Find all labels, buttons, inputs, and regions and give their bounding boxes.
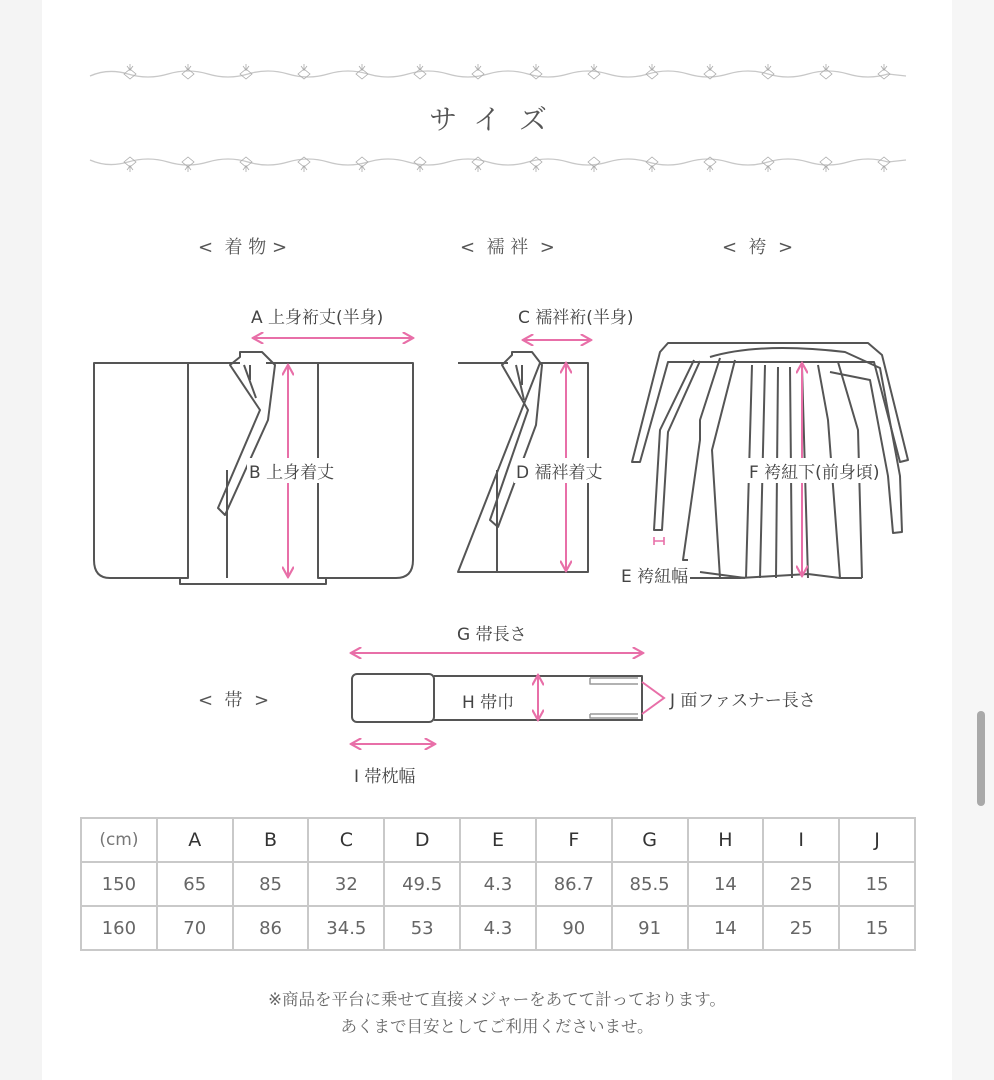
- header-cell: J: [839, 818, 915, 862]
- table-cell: 4.3: [460, 862, 536, 906]
- table-cell: 86: [233, 906, 309, 950]
- table-cell: 53: [384, 906, 460, 950]
- section-heading-kimono: < 着 物 >: [198, 237, 288, 258]
- label-B: B 上身着丈: [247, 458, 336, 483]
- label-D: D 襦袢着丈: [514, 458, 605, 483]
- table-cell: 86.7: [536, 862, 612, 906]
- header-cell: E: [460, 818, 536, 862]
- table-cell: 65: [157, 862, 233, 906]
- label-F: F 袴紐下(前身頃): [747, 458, 881, 483]
- header-cell: H: [688, 818, 764, 862]
- table-cell: 91: [612, 906, 688, 950]
- table-cell: 160: [81, 906, 157, 950]
- table-cell: 85: [233, 862, 309, 906]
- section-heading-obi: < 帯 >: [198, 690, 270, 711]
- page-title: サイズ: [429, 103, 565, 136]
- header-cell: I: [763, 818, 839, 862]
- table-cell: 25: [763, 862, 839, 906]
- label-C: C 襦袢裄(半身): [518, 308, 634, 328]
- table-cell: 25: [763, 906, 839, 950]
- table-row: [81, 862, 915, 906]
- section-heading-juban: < 襦 袢 >: [460, 237, 555, 258]
- table-cell: 85.5: [612, 862, 688, 906]
- section-heading-hakama: < 袴 >: [722, 237, 794, 258]
- label-E: E 袴紐幅: [619, 562, 690, 587]
- label-I: I 帯枕幅: [354, 767, 416, 787]
- arrow-J: [642, 682, 664, 714]
- label-G: G 帯長さ: [457, 625, 527, 645]
- label-J: J 面ファスナー長さ: [670, 691, 816, 711]
- header-cell: G: [612, 818, 688, 862]
- table-cell: 14: [688, 906, 764, 950]
- table-cell: 34.5: [308, 906, 384, 950]
- table-cell: 32: [308, 862, 384, 906]
- arrow-E: [654, 537, 664, 545]
- label-A: A 上身裄丈(半身): [251, 308, 384, 328]
- measurement-note: ※商品を平台に乗せて直接メジャーをあてて計っております。: [268, 990, 726, 1009]
- header-cell: C: [308, 818, 384, 862]
- table-cell: 150: [81, 862, 157, 906]
- disclaimer-note: あくまで目安としてご利用くださいませ。: [340, 1017, 654, 1036]
- table-cell: 15: [839, 862, 915, 906]
- table-cell: 4.3: [460, 906, 536, 950]
- table-cell: 14: [688, 862, 764, 906]
- header-cell: (cm): [81, 818, 157, 862]
- table-cell: 49.5: [384, 862, 460, 906]
- table-cell: 15: [839, 906, 915, 950]
- header-cell: F: [536, 818, 612, 862]
- label-H: H 帯巾: [462, 693, 515, 713]
- table-row: [81, 906, 915, 950]
- header-cell: B: [233, 818, 309, 862]
- table-header-row: [81, 818, 915, 862]
- header-cell: D: [384, 818, 460, 862]
- size-table: [80, 817, 916, 951]
- table-cell: 70: [157, 906, 233, 950]
- header-cell: A: [157, 818, 233, 862]
- table-cell: 90: [536, 906, 612, 950]
